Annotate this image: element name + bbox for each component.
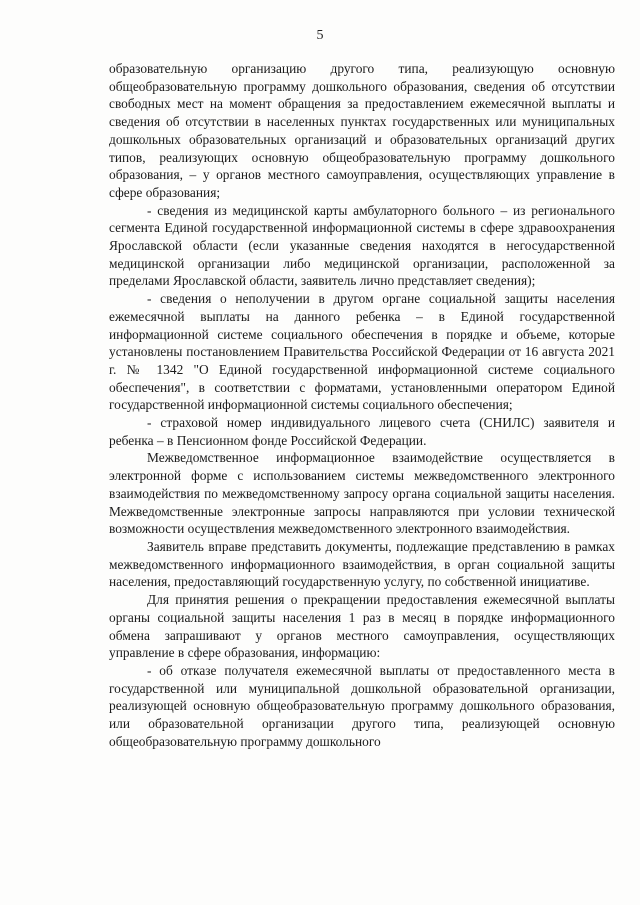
list-item-refusal: - об отказе получателя ежемесячной выплаты от предоставленного места в государственной или муниципальной дошкольной образовательной организации, реализующей основную общеобразовательную программу дошкольного образования, или образовательной организации другого типа, реализующей основную общеобразовательную программу дошкольного [109,662,615,749]
document-body [109,60,615,750]
list-item-social-protection: - сведения о неполучении в другом органе социальной защиты населения ежемесячной выплаты на данного ребенка – в Единой государственной информационной системе социального обеспечения в порядке и объеме, которые установлены постановлением Правительства Российской Федерации от 16 августа 2021 г. № 1342 "О Единой государственной информационной системе социального обеспечения", в соответствии с форматами, установленными оператором Единой государственной информационной системы социального обеспечения; [109,291,615,413]
paragraph-interagency-interaction: Межведомственное информационное взаимодействие осуществляется в электронной форме с использованием системы межведомственного электронного взаимодействия по межведомственному запросу органа социальной защиты населения. Межведомственные электронные запросы направляются при условии технической возможности осуществления межведомственного электронного взаимодействия. [109,450,615,537]
list-item-snils: - страховой номер индивидуального лицевого счета (СНИЛС) заявителя и ребенка – в Пенсионном фонде Российской Федерации. [109,415,615,448]
page-number: 5 [316,28,324,43]
paragraph-termination-decision: Для принятия решения о прекращении предоставления ежемесячной выплаты органы социальной защиты населения 1 раз в месяц в порядке информационного обмена запрашивают у органов местного самоуправления, осуществляющих управление в сфере образования, информацию: [109,592,615,661]
paragraph-continuation: образовательную организацию другого типа, реализующую основную общеобразовательную программу дошкольного образования, сведения об отсутствии свободных мест на момент обращения за предоставлением ежемесячной выплаты и сведения об отсутствии в населенных пунктах государственных или муниципальных дошкольных образовательных организаций и образовательных организаций других типов, реализующих основную общеобразовательную программу дошкольного образования, – у органов местного самоуправления, осуществляющих управление в сфере образования; [109,61,615,200]
paragraph-applicant-right: Заявитель вправе представить документы, подлежащие представлению в рамках межведомственного информационного взаимодействия, в орган социальной защиты населения, предоставляющий государственную услугу, по собственной инициативе. [109,538,615,590]
list-item-medical-records: - сведения из медицинской карты амбулаторного больного – из регионального сегмента Единой государственной информационной системы в сфере здравоохранения Ярославской области (если указанные сведения находятся в негосударственной медицинской организации либо медицинской организации, расположенной за пределами Ярославской области, заявитель лично представляет сведения); [109,202,615,289]
